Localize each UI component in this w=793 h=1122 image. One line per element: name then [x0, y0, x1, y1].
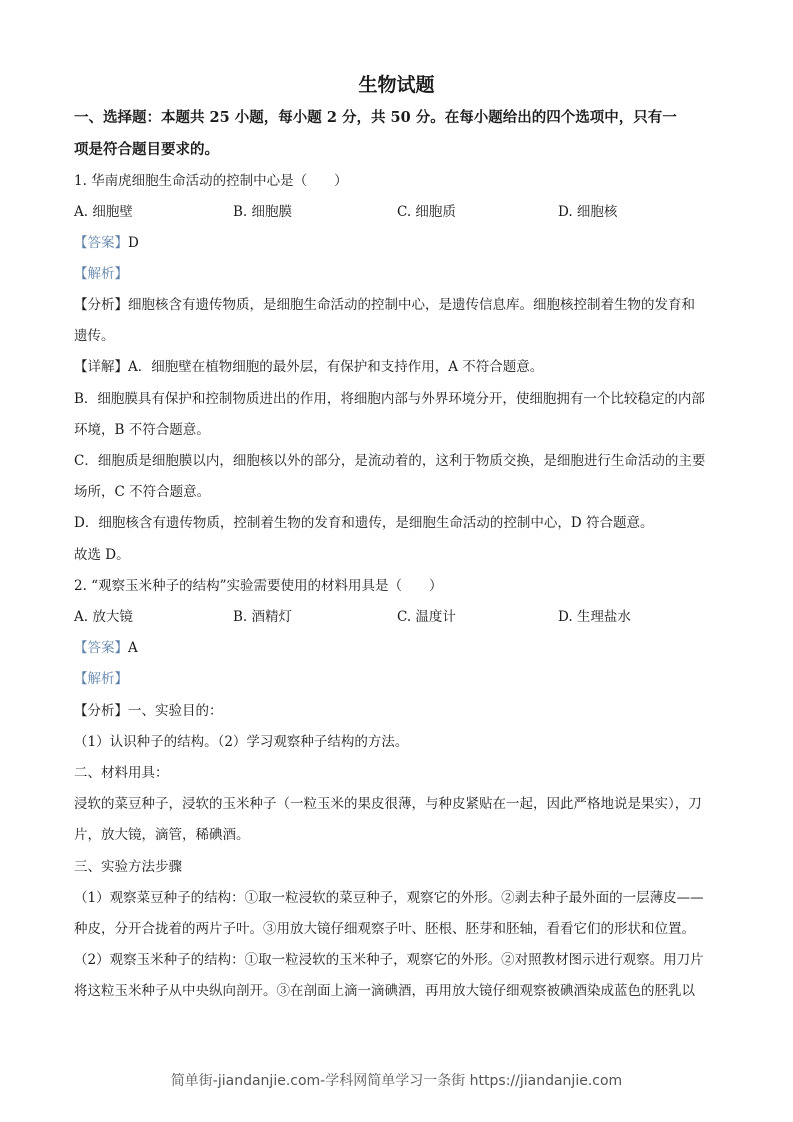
analysis-line: （1）观察菜豆种子的结构：①取一粒浸软的菜豆种子，观察它的外形。②剥去种子最外面的一层薄皮—— [74, 890, 704, 906]
analysis-line: 故选 D。 [74, 547, 130, 563]
analysis-line: 种皮，分开合拢着的两片子叶。③用放大镜仔细观察子叶、胚根、胚芽和胚轴，看看它们的形状和位置。 [74, 921, 695, 937]
analysis-line: 浸软的菜豆种子，浸软的玉米种子（一粒玉米的果皮很薄，与种皮紧贴在一起，因此严格地说是果实），刀 [74, 796, 702, 812]
analysis-line: 二、材料用具： [74, 765, 169, 781]
question-2-option-a: A. 放大镜 [74, 609, 133, 625]
question-2-option-b: B. 酒精灯 [233, 609, 293, 625]
analysis-line: （1）认识种子的结构。（2）学习观察种子结构的方法。 [74, 734, 409, 750]
answer-label: 【答案】 [74, 235, 128, 251]
analysis-line: 三、实验方法步骤 [74, 859, 182, 875]
analysis-line: 【详解】A．细胞壁在植物细胞的最外层，有保护和支持作用，A 不符合题意。 [74, 359, 544, 375]
question-1-stem: 1. 华南虎细胞生命活动的控制中心是（ ） [74, 173, 348, 189]
question-2-option-c: C. 温度计 [397, 609, 456, 625]
question-2-option-d: D. 生理盐水 [558, 609, 631, 625]
question-2-analysis-label: 【解析】 [74, 671, 128, 687]
answer-label: 【答案】 [74, 640, 128, 656]
section-header-line-1: 一、选择题：本题共 25 小题，每小题 2 分，共 50 分。在每小题给出的四个选项中，只有一 [74, 109, 677, 126]
question-2-stem: 2. “观察玉米种子的结构”实验需要使用的材料用具是（ ） [74, 578, 443, 594]
question-1-option-a: A. 细胞壁 [74, 204, 133, 220]
analysis-line: 【分析】细胞核含有遗传物质，是细胞生命活动的控制中心，是遗传信息库。细胞核控制着生物的发育和 [74, 297, 695, 313]
page-title: 生物试题 [358, 74, 435, 96]
analysis-line: B．细胞膜具有保护和控制物质进出的作用，将细胞内部与外界环境分开，使细胞拥有一个比较稳定的内部 [74, 391, 705, 407]
analysis-line: 场所，C 不符合题意。 [74, 484, 211, 500]
question-1-option-c: C. 细胞质 [397, 204, 456, 220]
analysis-line: D．细胞核含有遗传物质，控制着生物的发育和遗传，是细胞生命活动的控制中心，D 符合题意。 [74, 515, 654, 531]
question-1-option-d: D. 细胞核 [558, 204, 618, 220]
analysis-line: 片，放大镜，滴管，稀碘酒。 [74, 827, 250, 843]
analysis-line: C．细胞质是细胞膜以内，细胞核以外的部分，是流动着的，这利于物质交换，是细胞进行生命活动的主要 [74, 453, 706, 469]
answer-value: A [128, 640, 138, 656]
analysis-line: （2）观察玉米种子的结构：①取一粒浸软的玉米种子，观察它的外形。②对照教材图示进行观察。用刀片 [74, 952, 704, 968]
footer-watermark: 简单街-jiandanjie.com-学科网简单学习一条街 https://jiandanjie.com [170, 1073, 623, 1089]
analysis-line: 将这粒玉米种子从中央纵向剖开。③在剖面上滴一滴碘酒，再用放大镜仔细观察被碘酒染成蓝色的胚乳以 [74, 983, 695, 999]
analysis-line: 【分析】一、实验目的： [74, 703, 223, 719]
section-header-line-2: 项是符合题目要求的。 [74, 141, 219, 158]
question-2-answer [74, 638, 138, 658]
analysis-line: 遗传。 [74, 328, 115, 344]
answer-value: D [128, 235, 139, 251]
analysis-line: 环境，B 不符合题意。 [74, 422, 210, 438]
question-1-answer [74, 233, 139, 253]
question-1-option-b: B. 细胞膜 [233, 204, 293, 220]
question-1-analysis-label: 【解析】 [74, 266, 128, 282]
